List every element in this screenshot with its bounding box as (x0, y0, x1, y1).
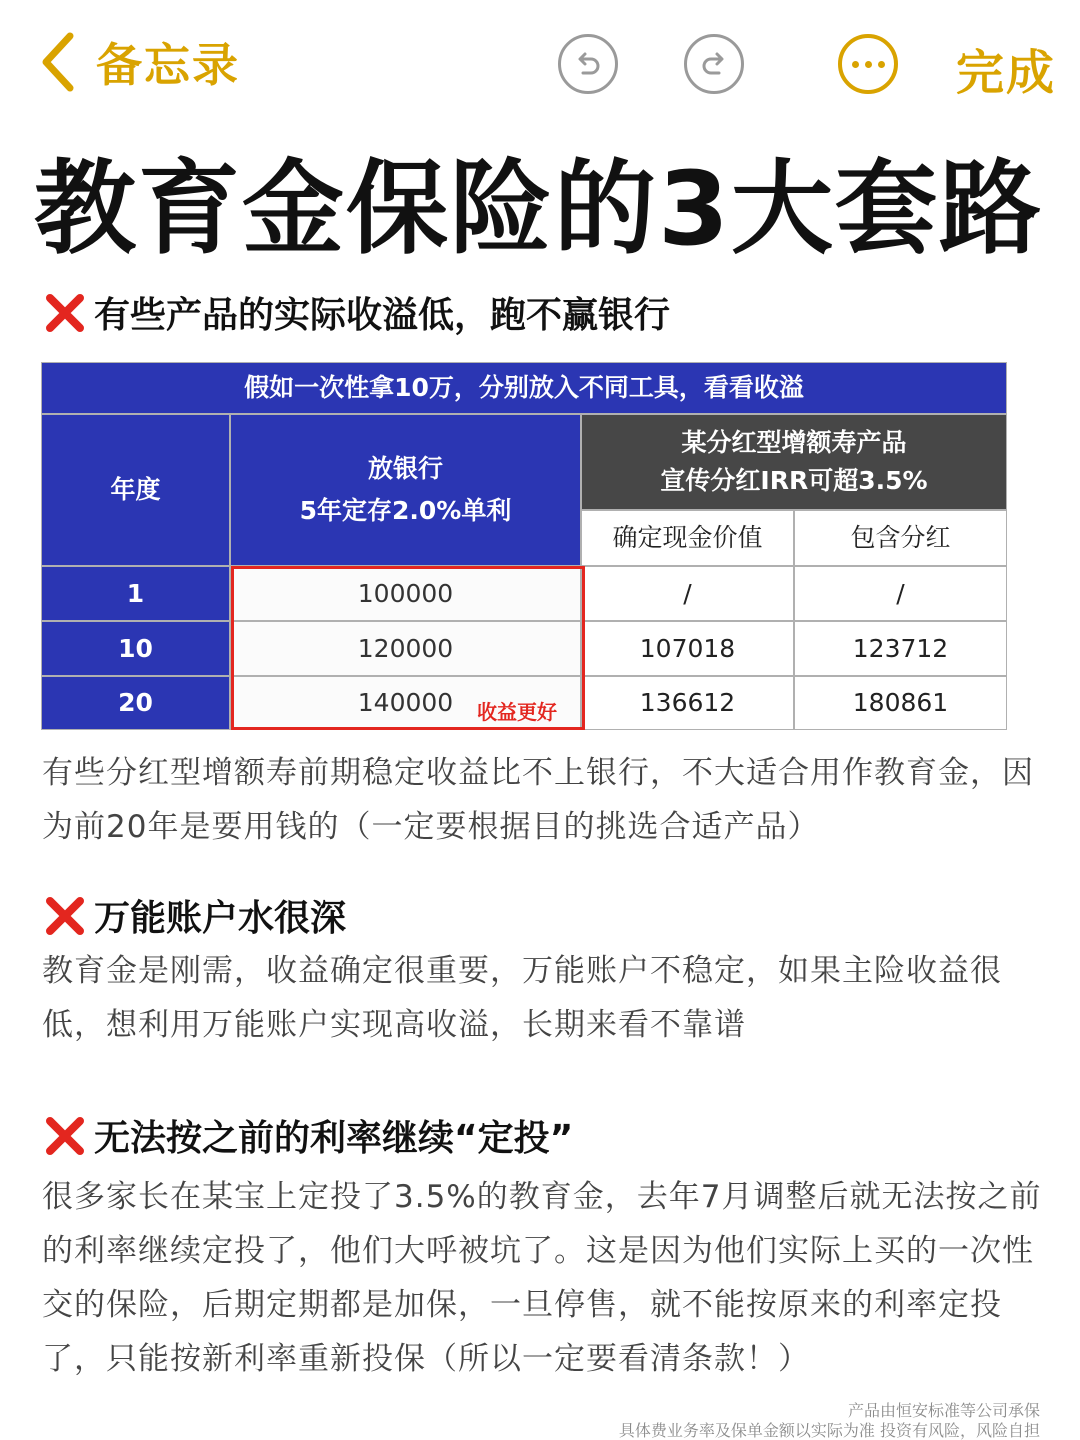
header-product-line1: 某分红型增额寿产品 (681, 428, 907, 457)
back-button[interactable] (38, 30, 240, 94)
comparison-table (41, 362, 1007, 730)
table-cell-dividend: / (794, 566, 1007, 621)
cross-icon (44, 895, 86, 937)
cross-icon (44, 1115, 86, 1157)
page-title: 教育金保险的3大套路 (34, 150, 1043, 269)
table-cell-bank: 120000 (230, 621, 581, 676)
section3-heading-text: 无法按之前的利率继续“定投” (94, 1118, 574, 1159)
table-caption: 假如一次性拿10万，分别放入不同工具，看看收溢 (41, 362, 1007, 414)
header-year: 年度 (41, 414, 230, 566)
table-cell-year: 20 (41, 676, 230, 730)
header-product (581, 414, 1007, 510)
table-cell-dividend: 123712 (794, 621, 1007, 676)
redo-icon (697, 47, 731, 81)
footer-line1: 产品由恒安标准等公司承保 (847, 1401, 1040, 1420)
header-bank-line1: 放银行 (367, 454, 443, 483)
table-cell-dividend: 180861 (794, 676, 1007, 730)
header-dividend: 包含分红 (794, 510, 1007, 566)
section3-paragraph: 很多家长在某宝上定投了3.5%的教育金，去年7月调整后就无法按之前的利率继续定投了，他们大呼被坑了。这是因为他们实际上买的一次性交的保险，后期定期都是加保，一旦停售，就不能按原来的利率定投了，只能按新利率重新投保（所以一定要看清条款！） (42, 1179, 1042, 1377)
section2-heading (44, 890, 346, 941)
section1-paragraph: 有些分红型增额寿前期稳定收益比不上银行，不大适合用作教育金，因为前20年是要用钱的（一定要根据目的挑选合适产品） (42, 755, 1034, 845)
table-cell-year: 10 (41, 621, 230, 676)
back-label: 备忘录 (96, 38, 240, 92)
section1-heading (44, 287, 670, 338)
chevron-left-icon (38, 30, 78, 94)
section2-heading-text: 万能账户水很深 (94, 898, 347, 939)
footer-line2: 具体费业务率及保单金额以实际为准 投资有风险，风险自担 (618, 1421, 1040, 1440)
undo-icon (571, 47, 605, 81)
section1-heading-text: 有些产品的实际收溢低，跑不赢银行 (94, 295, 671, 336)
redo-button[interactable] (684, 34, 744, 94)
table-cell-cash: 107018 (581, 621, 794, 676)
table-cell-bank: 100000 (230, 566, 581, 621)
top-bar (0, 0, 1080, 120)
more-dots-icon (852, 61, 859, 68)
section3-heading (44, 1110, 573, 1161)
header-cash-value: 确定现金价值 (581, 510, 794, 566)
highlight-note: 收益更好 (477, 700, 557, 724)
table-cell-bank: 140000 (230, 676, 581, 730)
header-product-line2: 宣传分红IRR可超3.5% (660, 466, 928, 495)
table-cell-year: 1 (41, 566, 230, 621)
cross-icon (44, 292, 86, 334)
header-bank-line2: 5年定存2.0%单利 (299, 496, 512, 525)
more-options-button[interactable] (838, 34, 898, 94)
done-button[interactable]: 完成 (956, 45, 1057, 101)
table-cell-cash: 136612 (581, 676, 794, 730)
header-bank (230, 414, 581, 566)
section2-paragraph: 教育金是刚需，收益确定很重要，万能账户不稳定，如果主险收益很低，想利用万能账户实现高收溢，长期来看不靠谱 (42, 953, 1002, 1043)
undo-button[interactable] (558, 34, 618, 94)
table-cell-cash: / (581, 566, 794, 621)
